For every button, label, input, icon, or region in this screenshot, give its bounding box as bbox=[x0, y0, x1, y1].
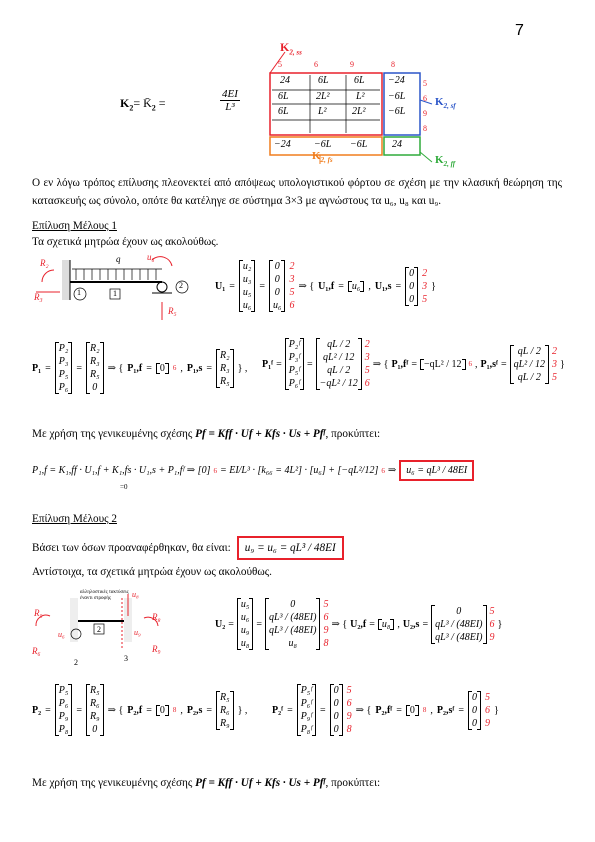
node3-label: 3 bbox=[124, 654, 128, 663]
pf2-vector-equation: P₂ᶠ = P₅ᶠ P₆ᶠ P₉ᶠ P₈ᶠ = 0 0 0 0 5 6 9 8 ⇒ { P₂,fᶠ = 0 8 , P₂,sᶠ = 0 0 0 5 6 9 } bbox=[272, 685, 499, 735]
row-indices: 5 6 9 8 bbox=[423, 79, 427, 133]
u1-idx: 2 3 5 6 bbox=[289, 261, 295, 311]
r8-label: R₈ bbox=[152, 612, 161, 622]
k-sf-label: $K_{2, sf}$ bbox=[435, 96, 456, 111]
k-ff-label: $K_{2, ff}$ bbox=[435, 154, 456, 169]
member1-sketch bbox=[32, 252, 202, 322]
r5-label-2: R₅ bbox=[34, 608, 43, 618]
section2-intro2: Αντίστοιχα, τα σχετικά μητρώα έχουν ως ακολούθως. bbox=[32, 566, 272, 578]
u1-vector-equation: U₁ = u₂ u₃ u₅ u₆ = 0 0 0 u₆ 2 3 5 6 ⇒ { U₁,f = u₆ , U₁,s = 0 0 0 2 3 5 } bbox=[215, 261, 436, 311]
zero-note: =0 bbox=[120, 483, 128, 491]
k-fs-label: $K_{2, fs}$ bbox=[312, 150, 333, 165]
member1-label: 1 bbox=[113, 289, 117, 298]
r3-label: R₃ bbox=[34, 292, 43, 302]
p2-vector-equation: P₂ = P₅ P₆ P₉ P₈ = R₅ R₆ R₉ 0 ⇒ { P₂,f = 0 8 , P₂,s = R₅ R₆ R₉ } , bbox=[32, 685, 248, 735]
u1-vec: u₂ u₃ u₅ u₆ bbox=[239, 260, 255, 312]
q-label: q bbox=[116, 254, 121, 264]
section2-heading: Επίλυση Μέλους 2 bbox=[32, 513, 117, 525]
factor: 4EI L³ bbox=[222, 88, 238, 113]
r9-label: R₉ bbox=[152, 644, 161, 654]
k2-lhs: $K_2=$ $K̄_2$ = bbox=[120, 96, 166, 113]
u8-label: u₈ bbox=[132, 590, 139, 599]
r6-label: R₆ bbox=[32, 646, 41, 656]
u1-vals: 0 0 0 u₆ bbox=[269, 260, 285, 312]
pf1-vector-equation: P₁ᶠ = P₂ᶠ P₃ᶠ P₅ᶠ P₆ᶠ = qL / 2 qL² / 12 qL / 2 −qL² / 12 2 3 5 6 ⇒ { P₁,fᶠ = −qL² / 12 6 , P₁,sᶠ = qL / 2 qL² / 12 qL / 2 2 3 5 } bbox=[262, 339, 565, 389]
node2-label: 2 bbox=[179, 281, 183, 290]
u6-label: u₆ bbox=[147, 252, 155, 262]
intro-paragraph: Ο εν λόγω τρόπος επίλυσης πλεονεκτεί από απόψεως υπολογιστικού φόρτου σε σχέση με την κλασική θεώρηση της κατασκευής ως σύνολο, οπότε θα κατέληγε σε σύστημα 3×3 με αγνώστους τα u₆, u₈ και u₉. bbox=[32, 177, 562, 207]
u6-result-box: u₆ = qL³ / 48EI bbox=[399, 460, 474, 481]
r2-label: R₂ bbox=[40, 258, 49, 268]
u1s-label: U₁,s bbox=[374, 280, 392, 292]
stiffness-matrix-figure: $K_{2, ss}$ 5 6 9 8 5 6 9 8 $K_2=$ $K̄_2$ = 4EI L³ 24 6L 6L −24 6L 2L² L² −6L 6L L² 2L² −6L −24 −6L −6L 24 $K_{2, sf}$ $K_{2, ff}$ $K_{2, fs}$ bbox=[120, 40, 456, 169]
u1-label: U₁ bbox=[215, 280, 226, 292]
u1s-vals: 0 0 0 bbox=[405, 267, 418, 306]
section2-intro: Βάσει των όσων προαναφέρθηκαν, θα είναι: u₉ = u₆ = qL³ / 48EI bbox=[32, 536, 344, 560]
r5-label: R₅ bbox=[168, 306, 177, 316]
p1-vector-equation: P₁ = P₂ P₃ P₅ P₆ = R₂ R₃ R₅ 0 ⇒ { P₁,f = 0 6 , P₁,s = R₂ R₃ R₅ } , bbox=[32, 343, 248, 393]
u1f-label: U₁,f bbox=[318, 280, 335, 292]
u2-vector-equation: U₂ = u₅ u₆ u₉ u₈ = 0 qL³ / (48EI) qL³ / (48EI) u₈ 5 6 9 8 ⇒ { U₂,f = u₈ , U₂,s = 0 qL³ / (48EI) qL³ / (48EI) 5 6 9 } bbox=[215, 599, 503, 649]
section1-heading: Επίλυση Μέλους 1 bbox=[32, 220, 117, 232]
page-number: 7 bbox=[515, 22, 524, 39]
node1-label: 1 bbox=[77, 288, 81, 297]
u9-label: u₉ bbox=[134, 628, 141, 637]
member2-sketch bbox=[32, 588, 172, 668]
node2-label-2: 2 bbox=[74, 658, 78, 667]
k-ss-label: $K_{2, ss}$ bbox=[280, 40, 302, 57]
section1-intro: Τα σχετικά μητρώα έχουν ως ακολούθως. bbox=[32, 236, 219, 248]
support-note: αλληλοστικές τακτύσεις έναντι στροφής bbox=[80, 590, 129, 601]
member1-equation: P₁,f = K₁,ff · U₁,f + K₁,fs · U₁,s + P₁,fᶠ ⇒ [0] 6 = EI/L³ · [k₆₆ = 4L²] · [u₆] + [−qL²/12] 6 ⇒ u₆ = qL³ / 48EI bbox=[32, 460, 474, 481]
u6-label-2: u₆ bbox=[58, 630, 65, 639]
u9-result-box: u₉ = u₆ = qL³ / 48EI bbox=[237, 536, 344, 560]
relation2: Με χρήση της γενικευμένης σχέσης Pf = Kff · Uf + Kfs · Us + Pfᶠ, προκύπτει: bbox=[32, 777, 381, 789]
relation1: Με χρήση της γενικευμένης σχέσης Pf = Kff · Uf + Kfs · Us + Pfᶠ, προκύπτει: bbox=[32, 428, 381, 440]
member2-label: 2 bbox=[97, 625, 101, 634]
